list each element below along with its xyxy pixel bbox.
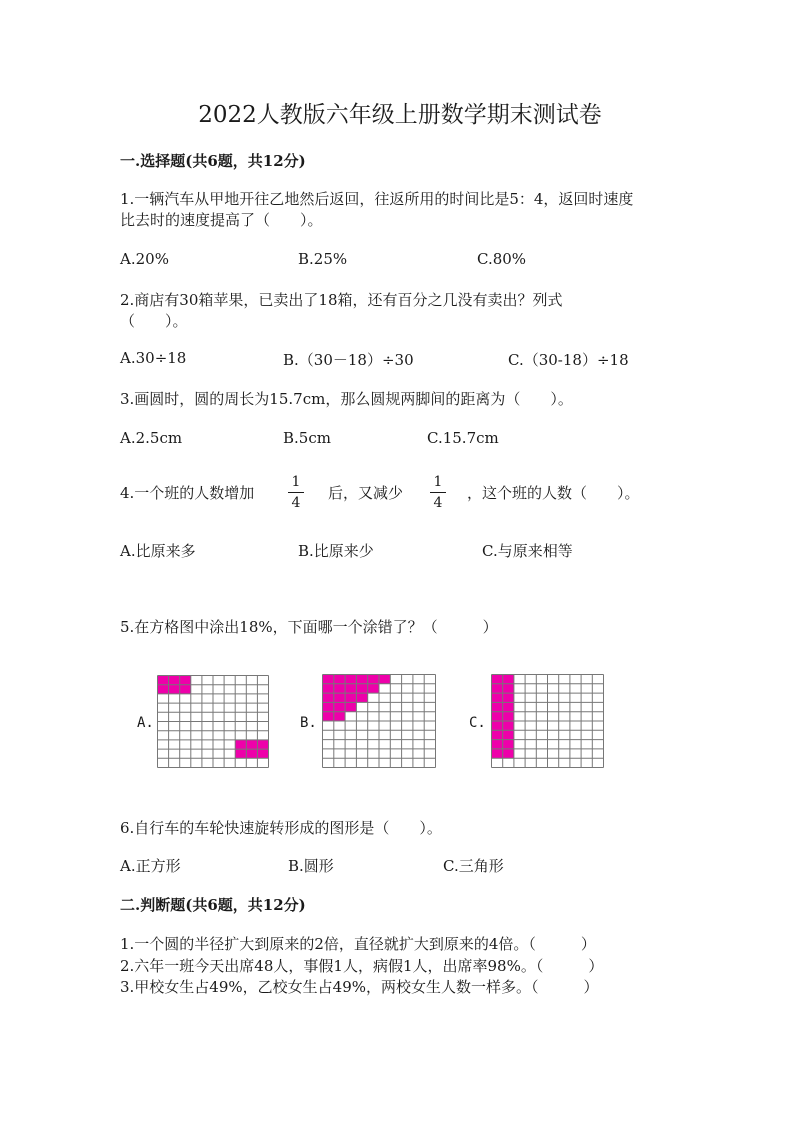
shaded-cell xyxy=(257,749,268,758)
shaded-cell xyxy=(492,740,503,749)
shaded-cell xyxy=(356,684,367,693)
section-1-heading: 一.选择题(共6题，共12分) xyxy=(120,152,306,170)
shaded-cell xyxy=(503,721,514,730)
question-4-text-part-3: ，这个班的人数（ ）。 xyxy=(467,484,640,502)
question-4-option-b[interactable]: B.比原来少 xyxy=(298,542,374,560)
shaded-cell xyxy=(345,702,356,711)
shaded-cell xyxy=(368,684,379,693)
fraction-one-quarter-2 xyxy=(430,474,446,511)
shaded-cell xyxy=(492,675,503,684)
shaded-cell xyxy=(492,693,503,702)
question-2-line-1: 2.商店有30箱苹果，已卖出了18箱，还有百分之几没有卖出？列式 xyxy=(120,291,563,309)
shaded-cell xyxy=(345,693,356,702)
question-2-option-b[interactable]: B.（30－18）÷30 xyxy=(283,351,414,369)
shaded-cell xyxy=(334,702,345,711)
section-2-heading: 二.判断题(共6题，共12分) xyxy=(120,896,306,914)
question-4-option-c[interactable]: C.与原来相等 xyxy=(482,542,573,560)
grid-a[interactable] xyxy=(157,675,269,768)
shaded-cell xyxy=(503,684,514,693)
question-3-option-b[interactable]: B.5cm xyxy=(283,429,331,447)
shaded-cell xyxy=(503,693,514,702)
grid-c[interactable] xyxy=(491,674,604,768)
shaded-cell xyxy=(246,740,257,749)
shaded-cell xyxy=(334,712,345,721)
shaded-cell xyxy=(246,749,257,758)
shaded-cell xyxy=(169,685,180,694)
shaded-cell xyxy=(323,702,334,711)
shaded-cell xyxy=(492,684,503,693)
shaded-cell xyxy=(503,749,514,758)
shaded-cell xyxy=(492,730,503,739)
question-1-line-2: 比去时的速度提高了（ ）。 xyxy=(120,211,323,229)
shaded-cell xyxy=(492,721,503,730)
grid-label-b: B. xyxy=(300,715,317,731)
shaded-cell xyxy=(180,685,191,694)
question-3-option-a[interactable]: A.2.5cm xyxy=(120,429,183,447)
fraction-2-numerator: 1 xyxy=(433,474,443,490)
shaded-cell xyxy=(379,675,390,684)
shaded-cell xyxy=(334,675,345,684)
question-1-option-a[interactable]: A.20% xyxy=(120,250,169,268)
question-6-line-1: 6.自行车的车轮快速旋转形成的图形是（ ）。 xyxy=(120,819,442,837)
shaded-cell xyxy=(492,702,503,711)
question-6-option-c[interactable]: C.三角形 xyxy=(443,857,504,875)
shaded-cell xyxy=(492,712,503,721)
shaded-cell xyxy=(180,676,191,685)
judgment-item-3: 3.甲校女生占49%，乙校女生占49%，两校女生人数一样多。（ ） xyxy=(120,978,599,996)
question-4-text-part-2: 后，又减少 xyxy=(328,484,404,502)
question-2-option-a[interactable]: A.30÷18 xyxy=(120,349,187,367)
shaded-cell xyxy=(235,749,246,758)
shaded-cell xyxy=(323,693,334,702)
fraction-2-denominator: 4 xyxy=(433,495,443,511)
judgment-item-1: 1.一个圆的半径扩大到原来的2倍，直径就扩大到原来的4倍。（ ） xyxy=(120,935,596,953)
shaded-cell xyxy=(345,675,356,684)
judgment-item-2: 2.六年一班今天出席48人，事假1人，病假1人，出席率98%。（ ） xyxy=(120,957,604,975)
question-4-text-part-1: 4.一个班的人数增加 xyxy=(120,484,255,502)
question-6-option-b[interactable]: B.圆形 xyxy=(288,857,334,875)
fraction-2-bar xyxy=(430,492,446,493)
question-3-option-c[interactable]: C.15.7cm xyxy=(427,429,499,447)
grid-label-a: A. xyxy=(137,715,154,731)
shaded-cell xyxy=(492,749,503,758)
shaded-cell xyxy=(503,702,514,711)
question-2-option-c[interactable]: C.（30-18）÷18 xyxy=(508,351,629,369)
fraction-1-bar xyxy=(288,492,304,493)
question-6-option-a[interactable]: A.正方形 xyxy=(120,857,181,875)
shaded-cell xyxy=(503,712,514,721)
shaded-cell xyxy=(323,712,334,721)
grid-b[interactable] xyxy=(322,674,436,768)
question-4-option-a[interactable]: A.比原来多 xyxy=(120,542,196,560)
shaded-cell xyxy=(334,684,345,693)
shaded-cell xyxy=(158,685,169,694)
page-title: 2022人教版六年级上册数学期末测试卷 xyxy=(198,102,602,128)
shaded-cell xyxy=(356,675,367,684)
shaded-cell xyxy=(158,676,169,685)
question-1-line-1: 1.一辆汽车从甲地开往乙地然后返回，往返所用的时间比是5：4，返回时速度 xyxy=(120,190,634,208)
shaded-cell xyxy=(323,675,334,684)
shaded-cell xyxy=(323,684,334,693)
grid-label-c: C. xyxy=(469,715,486,731)
shaded-cell xyxy=(169,676,180,685)
shaded-cell xyxy=(334,693,345,702)
shaded-cell xyxy=(503,730,514,739)
fraction-one-quarter-1 xyxy=(288,474,304,511)
shaded-cell xyxy=(345,684,356,693)
question-1-option-b[interactable]: B.25% xyxy=(298,250,348,268)
fraction-1-numerator: 1 xyxy=(291,474,301,490)
question-2-line-2: （ ）。 xyxy=(120,312,188,330)
shaded-cell xyxy=(257,740,268,749)
shaded-cell xyxy=(235,740,246,749)
shaded-cell xyxy=(503,740,514,749)
question-3-line-1: 3.画圆时，圆的周长为15.7cm，那么圆规两脚间的距离为（ ）。 xyxy=(120,390,573,408)
shaded-cell xyxy=(356,693,367,702)
fraction-1-denominator: 4 xyxy=(291,495,301,511)
shaded-cell xyxy=(368,675,379,684)
question-1-option-c[interactable]: C.80% xyxy=(477,250,527,268)
shaded-cell xyxy=(503,675,514,684)
question-5-line-1: 5.在方格图中涂出18%，下面哪一个涂错了？（ ） xyxy=(120,618,498,636)
